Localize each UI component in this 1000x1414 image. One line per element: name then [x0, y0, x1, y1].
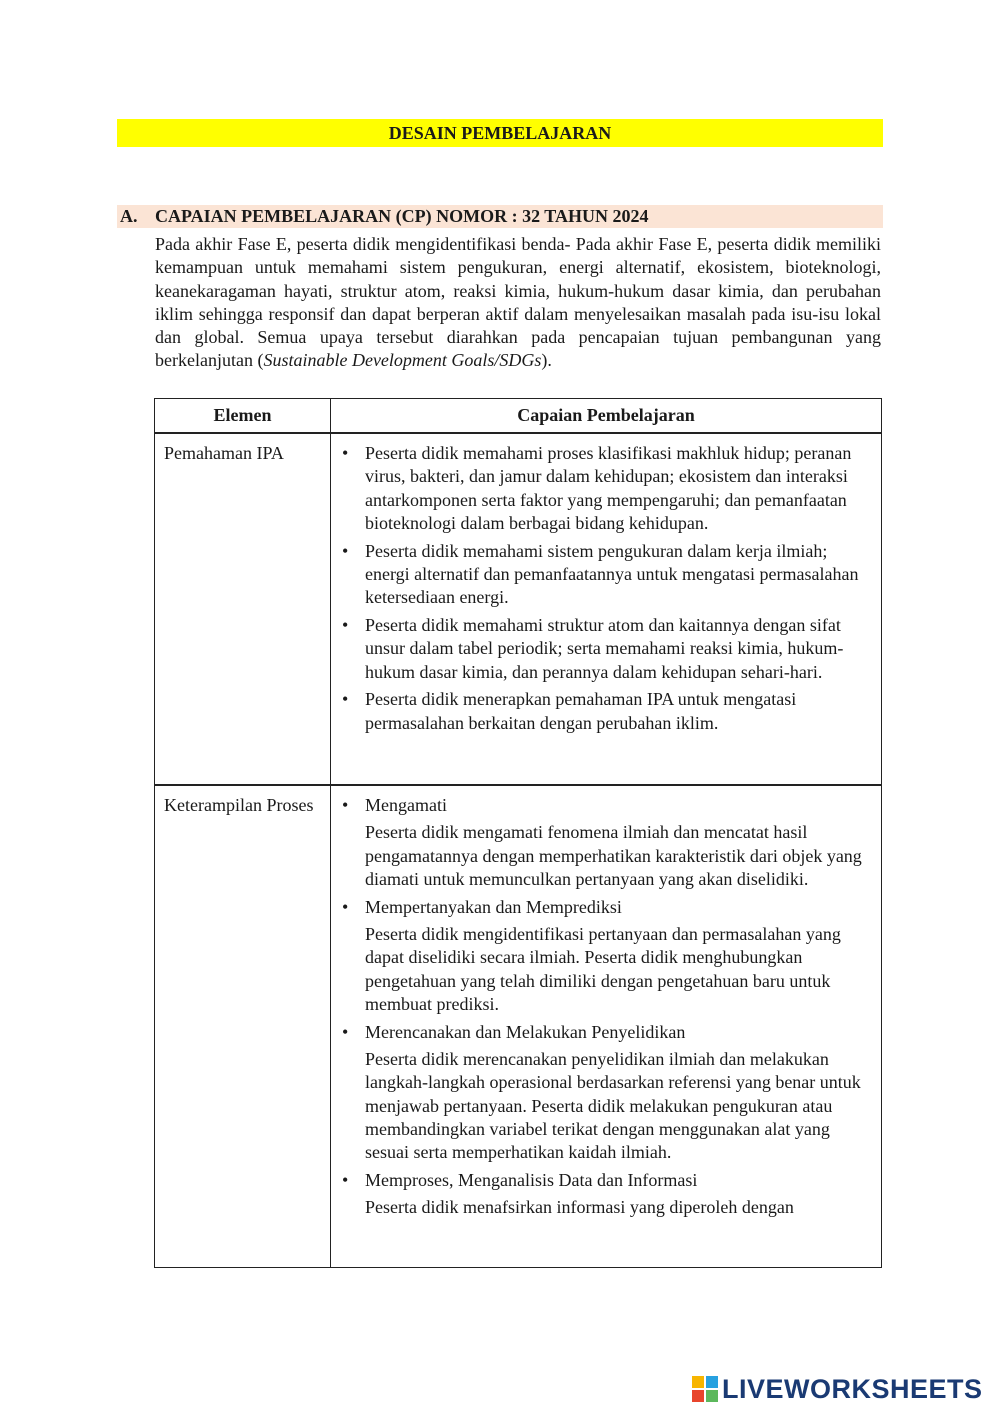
bullet-icon: •	[342, 795, 349, 815]
capaian-cell	[331, 433, 882, 785]
header-elemen: Elemen	[155, 399, 331, 434]
list-item	[341, 1169, 871, 1220]
list-item	[341, 688, 871, 735]
list-item	[341, 896, 871, 1016]
capaian-cell	[331, 785, 882, 1268]
bullet-icon: •	[342, 615, 349, 636]
list-item-text: Peserta didik merencanakan penyelidikan ilmiah dan melakukan langkah-langkah operasional berdasarkan referensi yang benar untuk menjawab pertanyaan. Peserta didik melakukan pengukuran atau membandingkan variabel terikat dengan menggunakan alat yang sesuai serta memperhatikan kaidah ilmiah.	[365, 1048, 861, 1163]
document-title: DESAIN PEMBELAJARAN	[117, 119, 883, 147]
bullet-icon: •	[342, 689, 349, 710]
logo-square-icon	[706, 1376, 718, 1388]
list-item-title: Mempertanyakan dan Memprediksi	[365, 896, 622, 917]
list-item-title: Memproses, Menganalisis Data dan Informasi	[365, 1169, 698, 1190]
logo-square-icon	[706, 1390, 718, 1402]
bullet-icon: •	[342, 540, 349, 561]
list-item	[341, 1021, 871, 1165]
logo-text: LIVEWORKSHEETS	[722, 1373, 983, 1404]
logo-square-icon	[692, 1376, 704, 1388]
list-item-text: Peserta didik menerapkan pemahaman IPA untuk mengatasi permasalahan berkaitan dengan perubahan iklim.	[365, 689, 797, 733]
header-capaian: Capaian Pembelajaran	[331, 399, 882, 434]
list-item	[341, 540, 871, 610]
list-item-text: Peserta didik memahami struktur atom dan kaitannya dengan sifat unsur dalam tabel periodik; serta memahami reaksi kimia, hukum- hukum dasar kimia, dan perannya dalam kehidupan sehari-hari.	[365, 615, 844, 682]
bullet-icon: •	[342, 1021, 349, 1042]
table-header-row	[155, 399, 882, 434]
list-item-text: Peserta didik mengidentifikasi pertanyaan dan permasalahan yang dapat diselidiki secara ilmiah. Peserta didik menghubungkan pengetahuan yang telah dimiliki dengan pengetahuan baru untuk membuat prediksi.	[365, 923, 841, 1014]
section-a-number: A.	[120, 206, 138, 226]
elemen-cell: Pemahaman IPA	[155, 433, 331, 785]
list-item	[341, 794, 871, 891]
bullet-icon: •	[342, 896, 349, 917]
bullet-icon: •	[342, 443, 349, 463]
section-a-title: CAPAIAN PEMBELAJARAN (CP) NOMOR : 32 TAHUN 2024	[155, 206, 649, 226]
list-item-text: Peserta didik mengamati fenomena ilmiah dan mencatat hasil pengamatannya dengan memperhatikan karakteristik dari objek yang diamati untuk memunculkan pertanyaan yang akan diselidiki.	[365, 822, 862, 889]
list-item-title: Mengamati	[365, 795, 447, 815]
list-item	[341, 442, 871, 535]
intro-text: Pada akhir Fase E, peserta didik mengidentifikasi benda- Pada akhir Fase E, peserta didik memiliki kemampuan untuk memahami sistem pengukuran, energi alternatif, ekosistem, bioteknologi, keanekaragaman hayati, struktur atom, reaksi kimia, hukum-hukum dasar kimia, dan perubahan iklim sehingga responsif dan dapat berperan aktif dalam menyelesaikan masalah pada isu-isu lokal dan global. Semua upaya tersebut diarahkan pada pencapaian tujuan pembangunan yang berkelanjutan (	[155, 234, 881, 371]
list-item-text: Peserta didik memahami sistem pengukuran dalam kerja ilmiah; energi alternatif dan pemanfaatannya untuk mengatasi permasalahan ketersediaan energi.	[365, 540, 859, 608]
list-item-text: Peserta didik menafsirkan informasi yang diperoleh dengan	[365, 1197, 794, 1218]
logo-grid-icon	[692, 1376, 718, 1402]
section-a-heading	[117, 205, 883, 228]
table-row	[155, 785, 882, 1268]
logo-square-icon	[692, 1390, 704, 1402]
capaian-table	[154, 398, 882, 1268]
elemen-cell: Keterampilan Proses	[155, 785, 331, 1268]
list-item	[341, 614, 871, 684]
liveworksheets-logo	[692, 1373, 983, 1405]
capaian-list	[341, 442, 871, 735]
list-item-text: Peserta didik memahami proses klasifikasi makhluk hidup; peranan virus, bakteri, dan jamur dalam kehidupan; ekosistem dan interaksi antarkomponen serta faktor yang mempengaruhi; dan pemanfaatan bioteknologi dalam berbagai bidang kehidupan.	[365, 443, 852, 533]
intro-italic: Sustainable Development Goals/SDGs	[263, 350, 542, 371]
table-row	[155, 433, 882, 785]
capaian-list	[341, 794, 871, 1220]
intro-end: ).	[541, 350, 552, 371]
section-a-intro	[155, 233, 881, 373]
bullet-icon: •	[342, 1169, 349, 1190]
list-item-title: Merencanakan dan Melakukan Penyelidikan	[365, 1021, 686, 1042]
